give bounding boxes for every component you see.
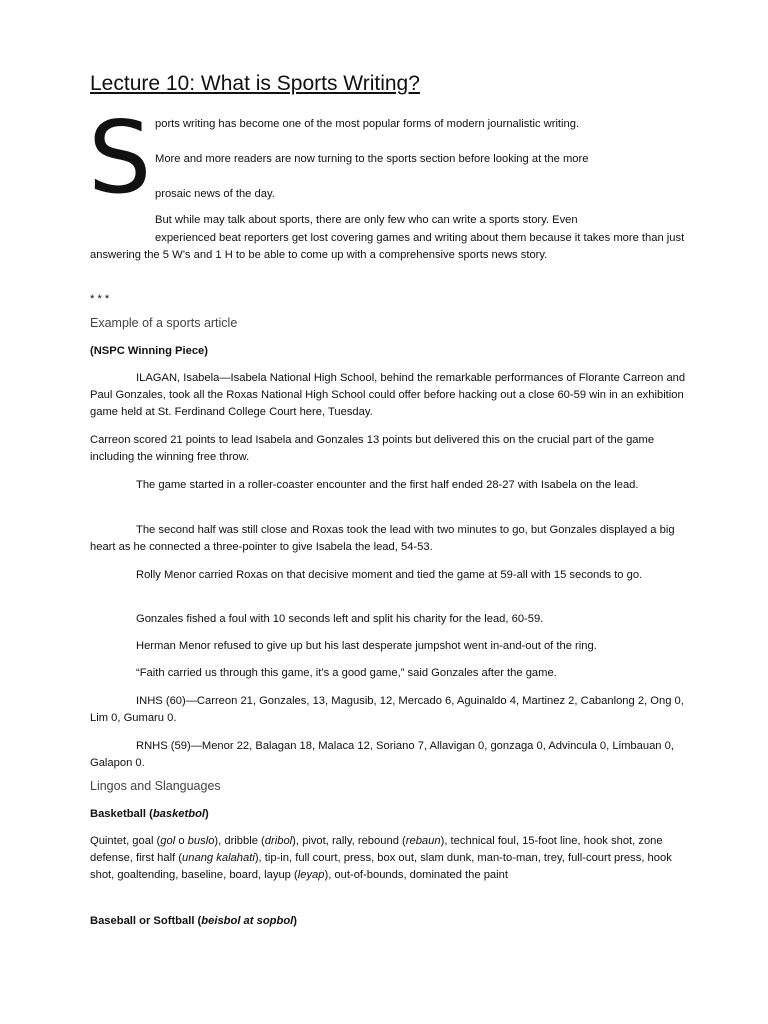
intro-line-2: More and more readers are now turning to the sports section before looking at the more <box>155 153 589 165</box>
box-score-inhs: INHS (60)—Carreon 21, Gonzales, 13, Magusib, 12, Mercado 6, Aguinaldo 4, Martinez 2, Cabanlong 2, Ong 0, Lim 0, Gumaru 0. <box>90 695 684 724</box>
term-segment: ), pivot, rally, rebound ( <box>292 835 406 847</box>
box-score-rnhs: RNHS (59)—Menor 22, Balagan 18, Malaca 12, Soriano 7, Allavigan 0, gonzaga 0, Advincula 0, Limbauan 0, Galapon 0. <box>90 740 674 769</box>
term-segment: leyap <box>297 869 325 881</box>
separator: * * * <box>90 293 110 305</box>
article-paragraph: Carreon scored 21 points to lead Isabela and Gonzales 13 points but delivered this on the crucial part of the game including the winning free throw. <box>90 434 655 463</box>
term-segment: ), technical foul, 15-foot line, hook shot, zone defense, first half ( <box>90 835 663 864</box>
term-segment: o <box>175 835 188 847</box>
basketball-terms <box>90 833 688 884</box>
baseball-label: Baseball or Softball (beisbol at sopbol) <box>90 915 298 927</box>
example-subheading: (NSPC Winning Piece) <box>90 345 208 357</box>
term-segment: gol <box>160 835 176 847</box>
term-segment: ), dribble ( <box>214 835 265 847</box>
term-segment: rebaun <box>405 835 441 847</box>
term-segment: ), out-of-bounds, dominated the paint <box>324 869 508 881</box>
intro-para-2-line-1: But while may talk about sports, there are only few who can write a sports story. Even <box>155 214 578 226</box>
term-segment: dribol <box>264 835 293 847</box>
intro-line-3: prosaic news of the day. <box>155 188 275 200</box>
drop-cap: S <box>88 99 152 216</box>
intro-para-2-rest: experienced beat reporters get lost covering games and writing about them because it takes more than just answering the 5 W’s and 1 H to be able to come up with a comprehensive sports news story. <box>90 232 685 261</box>
article-paragraph: ILAGAN, Isabela—Isabela National High School, behind the remarkable performances of Florante Carreon and Paul Gonzales, took all the Roxas National High School could offer before hacking out a close 60-59 win in an exhibition game held at St. Ferdinand College Court here, Tuesday. <box>90 372 686 418</box>
article-paragraph: The second half was still close and Roxas took the lead with two minutes to go, but Gonzales displayed a big heart as he connected a three-pointer to give Isabela the lead, 54-53. <box>90 524 675 553</box>
article-paragraph: Herman Menor refused to give up but his last desperate jumpshot went in-and-out of the ring. <box>136 640 597 652</box>
page-title: Lecture 10: What is Sports Writing? <box>90 72 420 95</box>
article-paragraph: The game started in a roller-coaster encounter and the first half ended 28-27 with Isabela on the lead. <box>136 479 639 491</box>
example-heading: Example of a sports article <box>90 316 238 330</box>
term-segment: ), tip-in, full court, press, box out, slam dunk, man-to-man, trey, full-court press, hook shot, goaltending, baseline, board, layup ( <box>90 852 672 881</box>
term-segment: buslo <box>187 835 215 847</box>
article-paragraph: “Faith carried us through this game, it’s a good game,” said Gonzales after the game. <box>136 667 557 679</box>
term-segment: Quintet, goal ( <box>90 835 161 847</box>
basketball-label: Basketball (basketbol) <box>90 808 209 820</box>
article-paragraph: Gonzales fished a foul with 10 seconds left and split his charity for the lead, 60-59. <box>136 613 544 625</box>
intro-line-1: ports writing has become one of the most popular forms of modern journalistic writing. <box>155 118 580 130</box>
article-paragraph: Rolly Menor carried Roxas on that decisive moment and tied the game at 59-all with 15 seconds to go. <box>136 569 643 581</box>
lingos-heading: Lingos and Slanguages <box>90 779 221 793</box>
term-segment: unang kalahati <box>182 852 255 864</box>
